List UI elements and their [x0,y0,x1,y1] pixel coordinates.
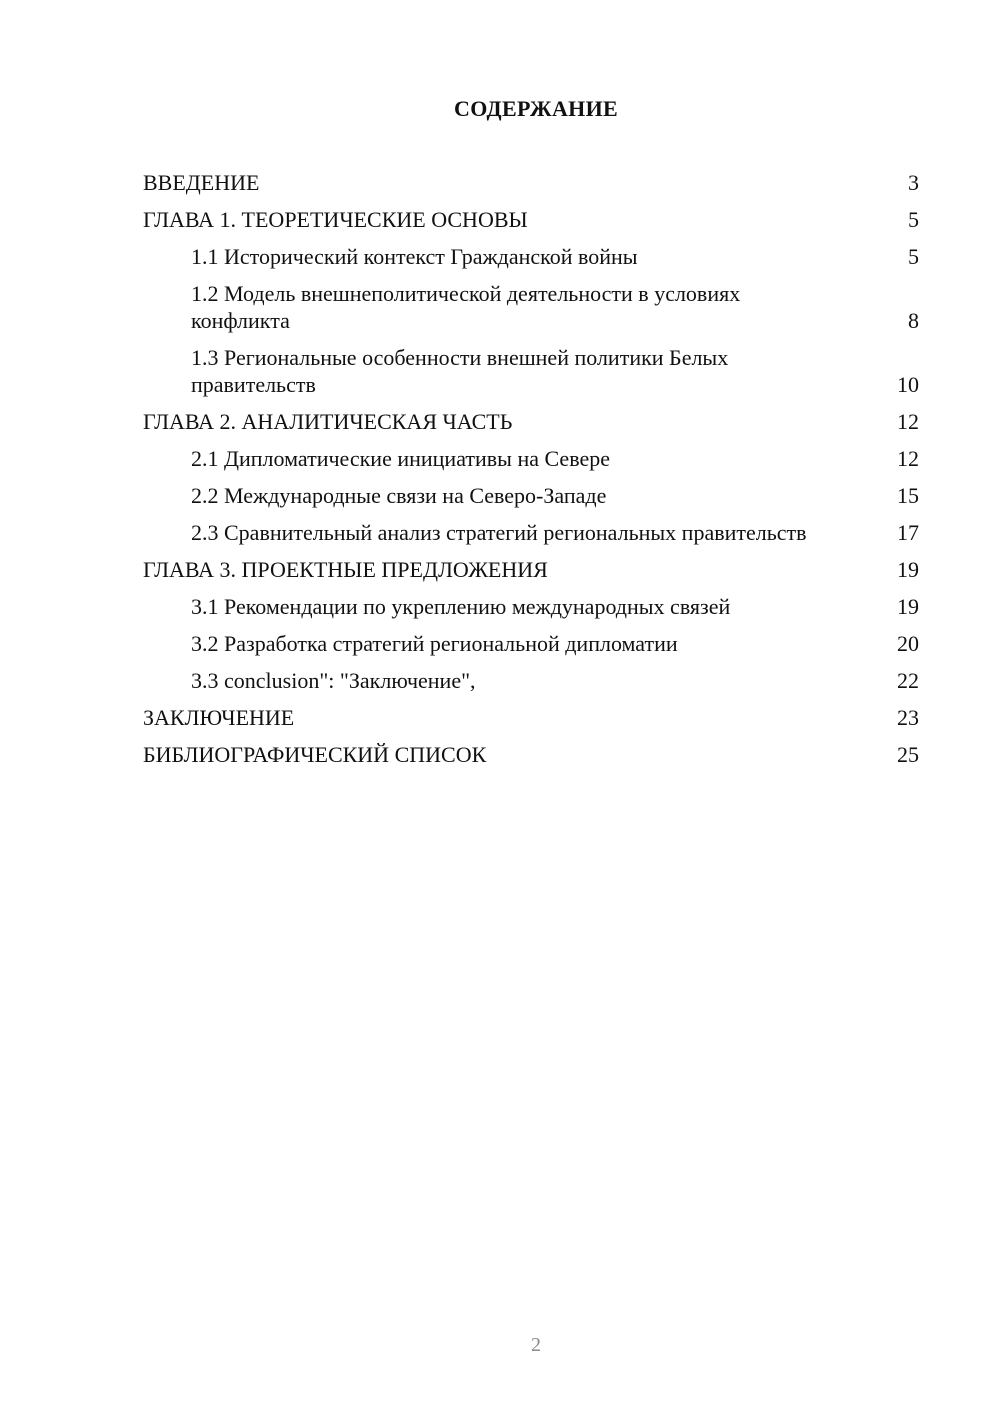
toc-entry-label: ГЛАВА 3. ПРОЕКТНЫЕ ПРЕДЛОЖЕНИЯ [143,557,548,582]
table-of-contents [143,169,919,778]
toc-entry-section-3-2[interactable] [143,630,919,657]
toc-entry-page-number: 12 [897,409,919,434]
toc-entry-section-1-3[interactable] [143,344,919,398]
toc-entry-page-number: 22 [897,668,919,693]
page-title: СОДЕРЖАНИЕ [454,96,618,121]
toc-entry-bibliography[interactable] [143,741,919,768]
toc-entry-page-number: 12 [897,446,919,471]
toc-entry-chapter-2[interactable] [143,408,919,435]
toc-entry-label: 2.2 Международные связи на Северо-Западе [191,483,607,508]
toc-entry-label: 3.1 Рекомендации по укреплению международных связей [191,594,731,619]
toc-entry-chapter-3[interactable] [143,556,919,583]
toc-entry-label: ГЛАВА 2. АНАЛИТИЧЕСКАЯ ЧАСТЬ [143,409,513,434]
toc-entry-label: ГЛАВА 1. ТЕОРЕТИЧЕСКИЕ ОСНОВЫ [143,207,528,232]
toc-entry-label: ВВЕДЕНИЕ [143,170,260,195]
toc-entry-section-2-3[interactable] [143,519,919,546]
toc-entry-page-number: 3 [908,170,919,195]
toc-entry-label: 1.1 Исторический контекст Гражданской войны [191,244,638,269]
toc-entry-page-number: 8 [908,308,919,333]
toc-entry-page-number: 19 [897,594,919,619]
toc-entry-section-1-1[interactable] [143,243,919,270]
page-number: 2 [531,1334,541,1356]
toc-entry-chapter-1[interactable] [143,206,919,233]
toc-entry-section-3-3[interactable] [143,667,919,694]
toc-entry-section-1-2[interactable] [143,280,919,334]
toc-entry-label: 3.3 conclusion": "Заключение", [191,668,476,693]
toc-entry-page-number: 25 [897,742,919,767]
toc-entry-conclusion[interactable] [143,704,919,731]
toc-entry-page-number: 19 [897,557,919,582]
toc-entry-section-3-1[interactable] [143,593,919,620]
toc-entry-page-number: 23 [897,705,919,730]
toc-entry-page-number: 15 [897,483,919,508]
toc-entry-page-number: 17 [897,520,919,545]
toc-entry-page-number: 5 [908,244,919,269]
toc-entry-page-number: 10 [897,372,919,397]
toc-entry-section-2-1[interactable] [143,445,919,472]
toc-entry-introduction[interactable] [143,169,919,196]
toc-entry-label: 2.1 Дипломатические инициативы на Севере [191,446,610,471]
toc-entry-label: 3.2 Разработка стратегий региональной дипломатии [191,631,678,656]
toc-entry-page-number: 20 [897,631,919,656]
toc-entry-section-2-2[interactable] [143,482,919,509]
toc-entry-label: БИБЛИОГРАФИЧЕСКИЙ СПИСОК [143,742,487,767]
toc-entry-label: 1.2 Модель внешнеполитической деятельности в условиях конфликта [191,281,741,333]
toc-entry-label: 1.3 Региональные особенности внешней политики Белых правительств [191,345,729,397]
toc-entry-page-number: 5 [908,207,919,232]
toc-entry-label: 2.3 Сравнительный анализ стратегий региональных правительств [191,520,807,545]
toc-entry-label: ЗАКЛЮЧЕНИЕ [143,705,295,730]
